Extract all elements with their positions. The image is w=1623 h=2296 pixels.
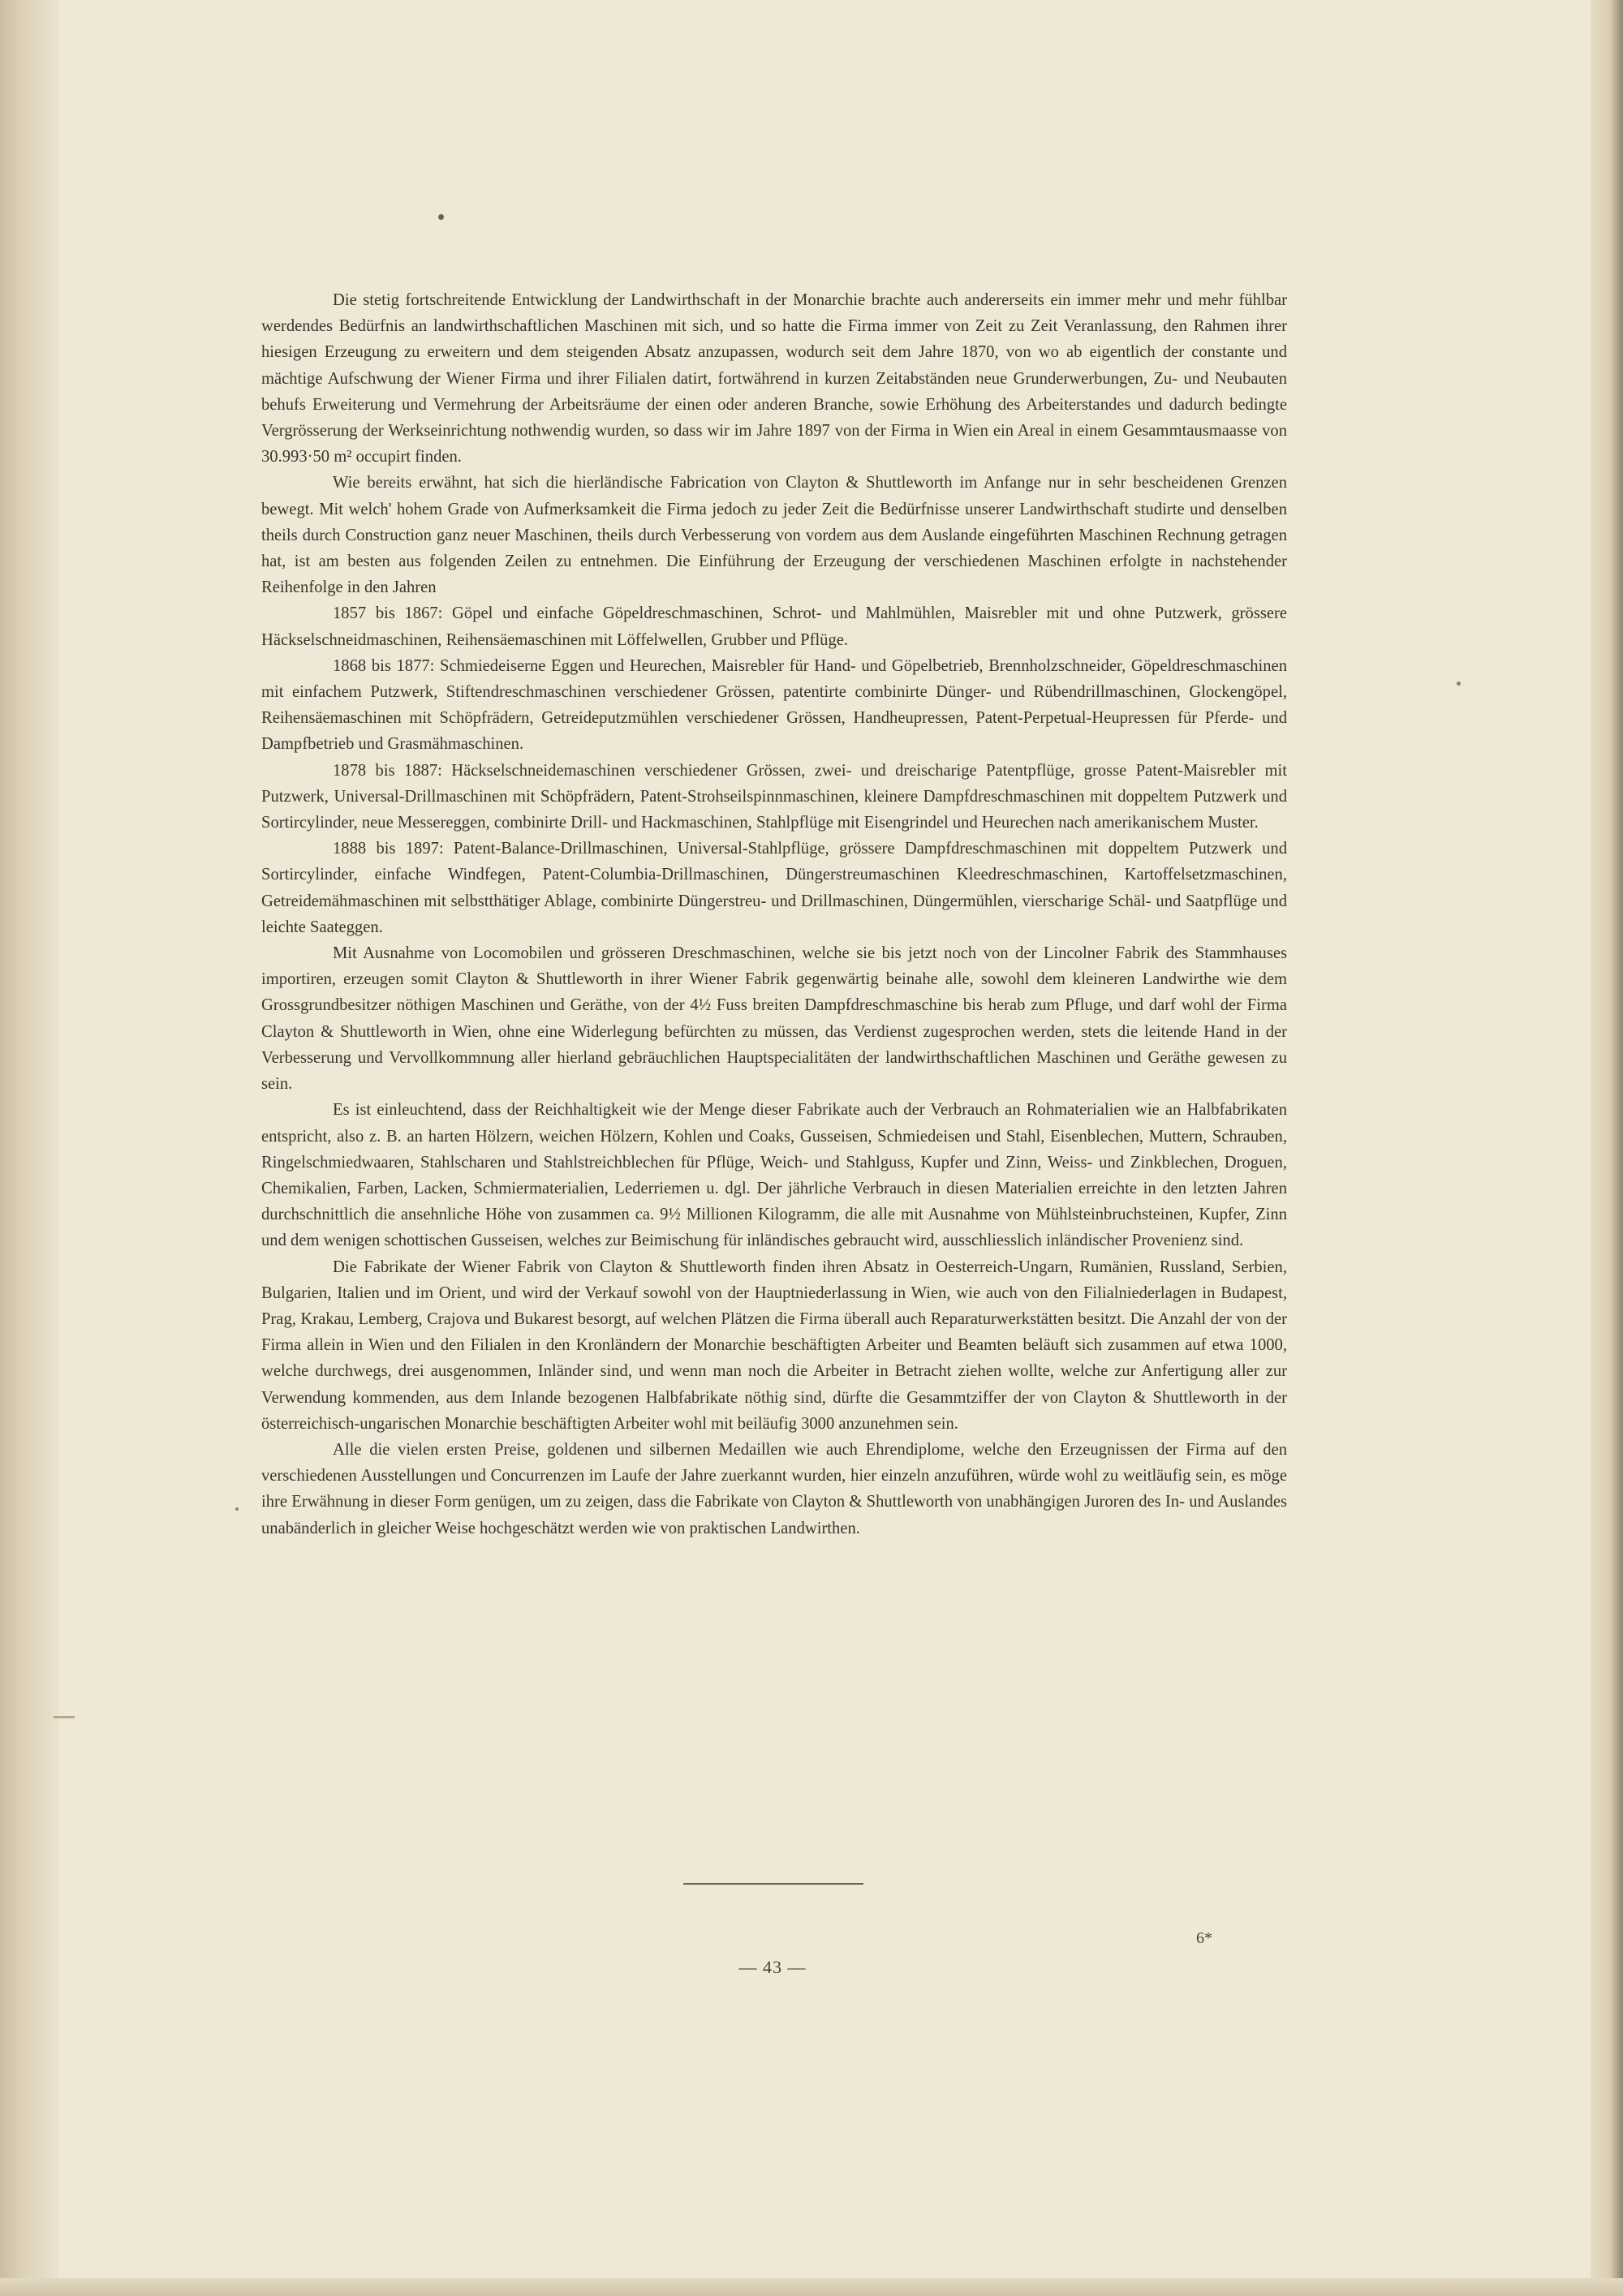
book-spine-shadow — [0, 0, 58, 2296]
ink-speck — [438, 214, 444, 220]
paragraph: 1878 bis 1887: Häckselschneidemaschinen verschiedener Grössen, zwei- und dreischarige Patentpflüge, grosse Patent-Maisrebler mit Putzwerk, Universal-Drillmaschinen mit Schöpfrädern, Patent-Strohseilspinnmaschinen, kleinere Dampfdreschmaschinen mit doppeltem Putzwerk und Sortircylinder, neue Messereggen, combinirte Drill- und Hackmaschinen, Stahlpflüge mit Eisengrindel und Heurechen nach amerikanischem Muster. — [261, 761, 1287, 832]
signature-mark: 6* — [1196, 1929, 1212, 1947]
paragraph: 1857 bis 1867: Göpel und einfache Göpeldreschmaschinen, Schrot- und Mahlmühlen, Maisrebler mit und ohne Putzwerk, grössere Häckselschneidmaschinen, Reihensäemaschinen mit Löffelwellen, Grubber und Pflüge. — [261, 604, 1287, 649]
ink-speck — [1457, 681, 1461, 686]
paragraph: Wie bereits erwähnt, hat sich die hierländische Fabrication von Clayton & Shuttleworth im Anfange nur in sehr bescheidenen Grenzen bewegt. Mit welch' hohem Grade von Aufmerksamkeit die Firma jedoch zu jeder Zeit die Bedürfnisse unserer Landwirthschaft studirte und denselben theils durch Construction ganz neuer Maschinen, theils durch Verbesserung von vordem aus dem Auslande eingeführten Maschinen Rechnung getragen hat, ist am besten aus folgenden Zeilen zu entnehmen. Die Einführung der Erzeugung der verschiedenen Maschinen erfolgte in nachstehender Reihenfolge in den Jahren — [261, 474, 1287, 597]
section-end-rule — [683, 1883, 863, 1885]
body-text — [261, 287, 1287, 1541]
ink-speck — [235, 1507, 239, 1511]
paragraph: Die stetig fortschreitende Entwicklung der Landwirthschaft in der Monarchie brachte auch andererseits ein immer mehr und mehr fühlbar werdendes Bedürfnis an landwirthschaftlichen Maschinen mit sich, und so hatte die Firma immer von Zeit zu Zeit Veranlassung, den Rahmen ihrer hiesigen Erzeugung zu erweitern und dem steigenden Absatz anzupassen, wodurch seit dem Jahre 1870, von wo ab eigentlich der constante und mächtige Aufschwung der Wiener Firma und ihrer Filialen datirt, fortwährend in kurzen Zeitabständen neue Grunderwerbungen, Zu- und Neubauten behufs Erweiterung und Vermehrung der Arbeitsräume der einen oder anderen Branche, sowie Erhöhung des Arbeiterstandes und dadurch bedingte Vergrösserung der Werkseinrichtung nothwendig wurden, so dass wir im Jahre 1897 von der Firma in Wien ein Areal in einem Gesammtausmaasse von 30.993·50 m² occupirt finden. — [261, 291, 1287, 467]
paragraph: Mit Ausnahme von Locomobilen und grösseren Dreschmaschinen, welche sie bis jetzt noch von der Lincolner Fabrik des Stammhauses importiren, erzeugen somit Clayton & Shuttleworth in ihrer Wiener Fabrik gegenwärtig beinahe alle, sowohl dem kleineren Landwirthe wie dem Grossgrundbesitzer nöthigen Maschinen und Geräthe, von der 4½ Fuss breiten Dampfdreschmaschine bis herab zum Pfluge, und darf wohl der Firma Clayton & Shuttleworth in Wien, ohne eine Widerlegung befürchten zu müssen, das Verdienst zugesprochen werden, stets die leitende Hand in der Verbesserung und Vervollkommnung aller hierland gebräuchlichen Hauptspecialitäten der landwirthschaftlichen Maschinen und Geräthe gewesen zu sein. — [261, 944, 1287, 1094]
paragraph: Es ist einleuchtend, dass der Reichhaltigkeit wie der Menge dieser Fabrikate auch der Verbrauch an Rohmaterialien wie an Halbfabrikaten entspricht, also z. B. an harten Hölzern, weichen Hölzern, Kohlen und Coaks, Gusseisen, Schmiedeisen und Stahl, Eisenblechen, Muttern, Schrauben, Ringelschmiedwaaren, Stahlscharen und Stahlstreichblechen für Pflüge, Weich- und Stahlguss, Kupfer und Zinn, Weiss- und Zinkblechen, Droguen, Chemikalien, Farben, Lacken, Schmiermaterialien, Lederriemen u. dgl. Der jährliche Verbrauch in diesen Materialien erreichte in den letzten Jahren durchschnittlich die ansehnliche Höhe von zusammen ca. 9½ Millionen Kilogramm, die alle mit Ausnahme von Mühlsteinbruchsteinen, Kupfer, Zinn und dem wenigen schottischen Gusseisen, welches zur Beimischung für inländisches gebraucht wird, ausschliesslich inländischer Provenienz sind. — [261, 1101, 1287, 1250]
paragraph: 1868 bis 1877: Schmiedeiserne Eggen und Heurechen, Maisrebler für Hand- und Göpelbetrieb, Brennholzschneider, Göpeldreschmaschinen mit einfachem Putzwerk, Stiftendreschmaschinen verschiedener Grössen, patentirte combinirte Dünger- und Rübendrillmaschinen, Glockengöpel, Reihensäemaschinen mit Schöpfrädern, Getreideputzmühlen verschiedener Grössen, Handheupressen, Patent-Perpetual-Heupressen für Pferde- und Dampfbetrieb und Grasmähmaschinen. — [261, 656, 1287, 754]
margin-mark — [54, 1716, 75, 1718]
paragraph: 1888 bis 1897: Patent-Balance-Drillmaschinen, Universal-Stahlpflüge, grössere Dampfdreschmaschinen mit doppeltem Putzwerk und Sortircylinder, einfache Windfegen, Patent-Columbia-Drillmaschinen, Düngerstreumaschinen Kleedreschmaschinen, Kartoffelsetzmaschinen, Getreidemähmaschinen mit selbstthätiger Ablage, combinirte Düngerstreu- und Drillmaschinen, Düngermühlen, vierscharige Schäl- und Saatpflüge und leichte Saateggen. — [261, 840, 1287, 936]
paragraph: Alle die vielen ersten Preise, goldenen und silbernen Medaillen wie auch Ehrendiplome, welche den Erzeugnissen der Firma auf den verschiedenen Ausstellungen und Concurrenzen im Laufe der Jahre zuerkannt wurden, hier einzeln anzuführen, würde wohl zu weitläufig sein, es möge ihre Erwähnung in dieser Form genügen, um zu zeigen, dass die Fabrikate von Clayton & Shuttleworth von unabhängigen Juroren des In- und Auslandes unabänderlich in gleicher Weise hochgeschätzt werden wie von praktischen Landwirthen. — [261, 1440, 1287, 1537]
page-edge-bottom — [0, 2278, 1623, 2296]
page-edge-right — [1591, 0, 1623, 2296]
paragraph: Die Fabrikate der Wiener Fabrik von Clayton & Shuttleworth finden ihren Absatz in Oesterreich-Ungarn, Rumänien, Russland, Serbien, Bulgarien, Italien und im Orient, und wird der Verkauf sowohl von der Hauptniederlassung in Wien, wie auch von den Filialniederlagen in Budapest, Prag, Krakau, Lemberg, Crajova und Bukarest besorgt, auf welchen Plätzen die Firma überall auch Reparaturwerkstätten besitzt. Die Anzahl der von der Firma allein in Wien und den Filialen in den Kronländern der Monarchie beschäftigten Arbeiter und Beamten beläuft sich zusammen auf etwa 1000, welche durchwegs, drei ausgenommen, Inländer sind, und wenn man noch die Arbeiter in Betracht ziehen wollte, welche zur Anfertigung aller zur Verwendung kommenden, aus dem Inlande bezogenen Halbfabrikate nöthig sind, dürfte die Gesammtziffer der von Clayton & Shuttleworth in der österreichisch-ungarischen Monarchie beschäftigten Arbeiter wohl mit beiläufig 3000 anzunehmen sein. — [261, 1258, 1287, 1433]
page-number: — 43 — — [738, 1957, 807, 1977]
